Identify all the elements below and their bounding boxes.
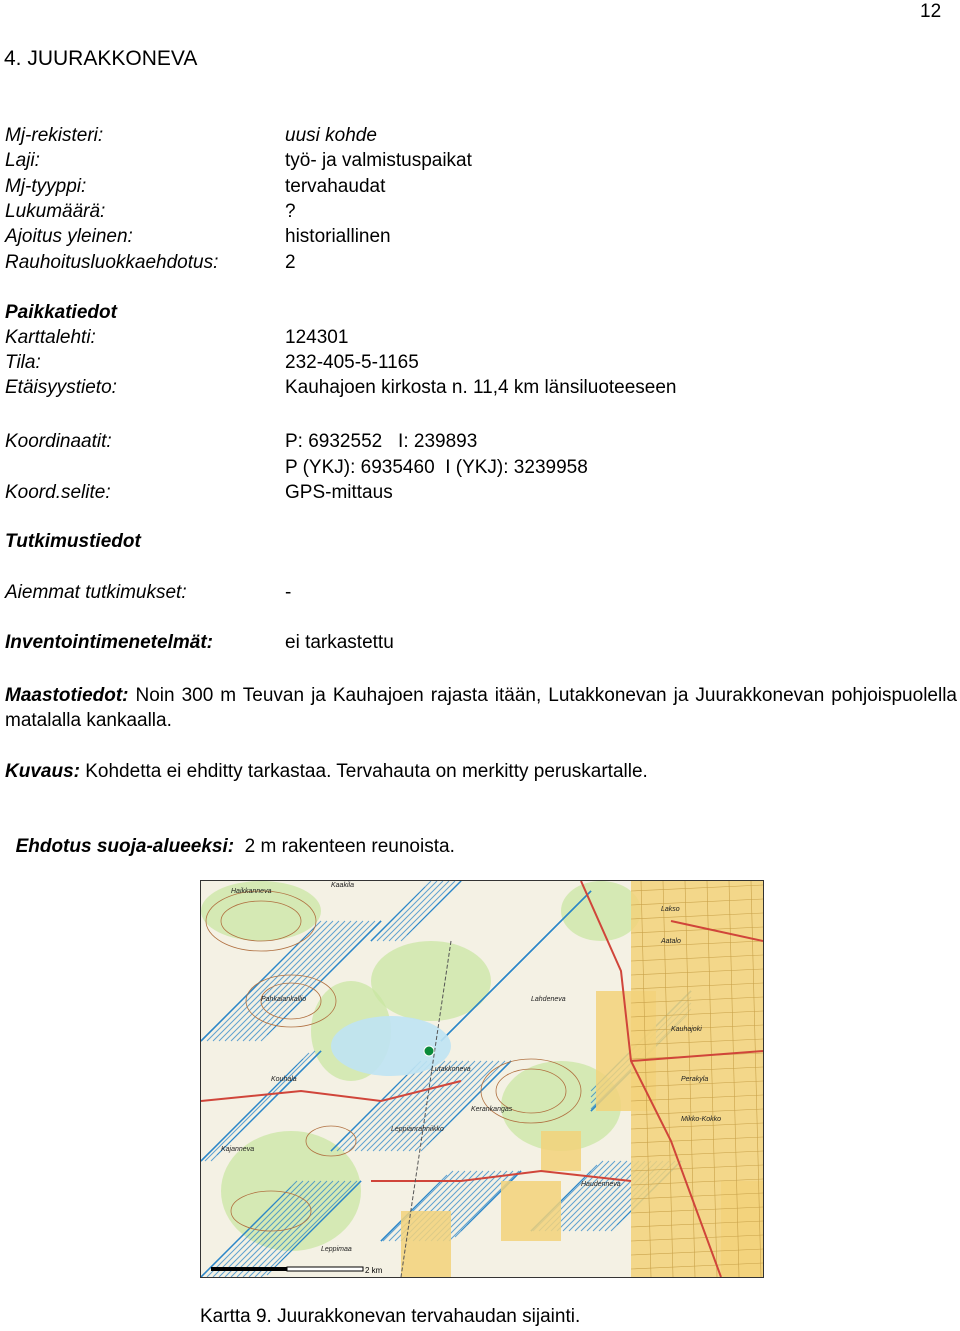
field-label-lukumaara: Lukumäärä: — [5, 201, 106, 222]
ehdotus-paragraph — [5, 809, 957, 859]
inventointi-label: Inventointimenetelmät: — [5, 632, 213, 653]
ehdotus-text: 2 m rakenteen reunoista. — [234, 836, 455, 857]
place-label: Kerankangas — [471, 1106, 513, 1113]
field-label-ajoitus: Ajoitus yleinen: — [5, 226, 133, 247]
aiemmat-value: - — [285, 582, 292, 603]
field-value-rauhoitus: 2 — [285, 252, 296, 273]
kuvaus-label: Kuvaus: — [5, 761, 80, 782]
field-label-rauhoitus: Rauhoitusluokkaehdotus: — [5, 252, 219, 273]
place-label: Haikkanneva — [231, 888, 272, 895]
koordinaatit-label: Koordinaatit: — [5, 431, 112, 452]
section-title-tutkimustiedot: Tutkimustiedot — [5, 531, 141, 552]
koordinaatit-ykj-value: P (YKJ): 6935460 I (YKJ): 3239958 — [285, 457, 588, 478]
place-label: Leppianranniikko — [391, 1126, 444, 1133]
place-label: Haudenneva — [581, 1181, 621, 1188]
place-label: Leppimaa — [321, 1246, 352, 1253]
field-area — [721, 1181, 763, 1277]
place-label: Lakso — [661, 906, 680, 913]
tila-label: Tila: — [5, 352, 41, 373]
koord-selite-value: GPS-mittaus — [285, 482, 393, 503]
karttalehti-label: Karttalehti: — [5, 327, 96, 348]
forest-patch — [561, 881, 641, 941]
maastotiedot-label: Maastotiedot: — [5, 685, 129, 706]
place-label: Mikko-Kokko — [681, 1116, 722, 1123]
field-value-ajoitus: historiallinen — [285, 226, 391, 247]
koord-selite-label: Koord.selite: — [5, 482, 111, 503]
field-label-mj-tyyppi: Mj-tyyppi: — [5, 176, 87, 197]
map-caption: Kartta 9. Juurakkonevan tervahaudan sijainti. — [200, 1306, 581, 1327]
place-label: Lutakkoneva — [431, 1066, 471, 1073]
field-area — [501, 1181, 561, 1241]
place-label: Kauhajoki — [671, 1026, 702, 1033]
kuvaus-paragraph — [5, 759, 957, 784]
place-label: Aatalo — [661, 938, 681, 945]
kuvaus-text: Kohdetta ei ehditty tarkastaa. Tervahauta on merkitty peruskartalle. — [79, 761, 648, 782]
map-graphic — [201, 881, 763, 1277]
place-label: Perakyla — [681, 1076, 709, 1083]
page-number: 12 — [920, 1, 942, 22]
page-title: 4. JUURAKKONEVA — [4, 47, 198, 70]
section-title-paikkatiedot: Paikkatiedot — [5, 302, 117, 323]
field-value-lukumaara: ? — [285, 201, 296, 222]
place-label: Kaakila — [331, 882, 354, 889]
field-label-mj-rekisteri: Mj-rekisteri: — [5, 125, 104, 146]
field-value-laji: työ- ja valmistuspaikat — [285, 150, 472, 171]
place-label: Kajanneva — [221, 1146, 255, 1153]
aiemmat-label: Aiemmat tutkimukset: — [5, 582, 187, 603]
karttalehti-value: 124301 — [285, 327, 349, 348]
maastotiedot-text: Noin 300 m Teuvan ja Kauhajoen rajasta itään, Lutakkonevan ja Juurakkonevan pohjoispuolella matalalla kankaalla. — [5, 685, 957, 731]
maastotiedot-paragraph — [5, 683, 957, 733]
ehdotus-label: Ehdotus suoja-alueeksi: — [15, 836, 235, 857]
place-label: Pahkalankallio — [261, 996, 307, 1003]
field-value-mj-tyyppi: tervahaudat — [285, 176, 386, 197]
scale-bar-black — [211, 1267, 287, 1271]
field-label-laji: Laji: — [5, 150, 40, 171]
location-map — [200, 880, 764, 1278]
scale-bar-label: 2 km — [365, 1266, 383, 1275]
place-label: Kouhala — [271, 1076, 297, 1083]
inventointi-value: ei tarkastettu — [285, 632, 394, 653]
site-marker — [424, 1046, 434, 1056]
field-area — [541, 1131, 581, 1171]
place-label: Lahdeneva — [531, 996, 566, 1003]
tila-value: 232-405-5-1165 — [285, 352, 419, 373]
koordinaatit-value: P: 6932552 I: 239893 — [285, 431, 478, 452]
etaisyys-value: Kauhajoen kirkosta n. 11,4 km länsiluoteeseen — [285, 377, 677, 398]
field-area — [401, 1211, 451, 1277]
scale-bar-white — [287, 1267, 363, 1271]
field-value-mj-rekisteri: uusi kohde — [285, 125, 377, 146]
etaisyys-label: Etäisyystieto: — [5, 377, 117, 398]
